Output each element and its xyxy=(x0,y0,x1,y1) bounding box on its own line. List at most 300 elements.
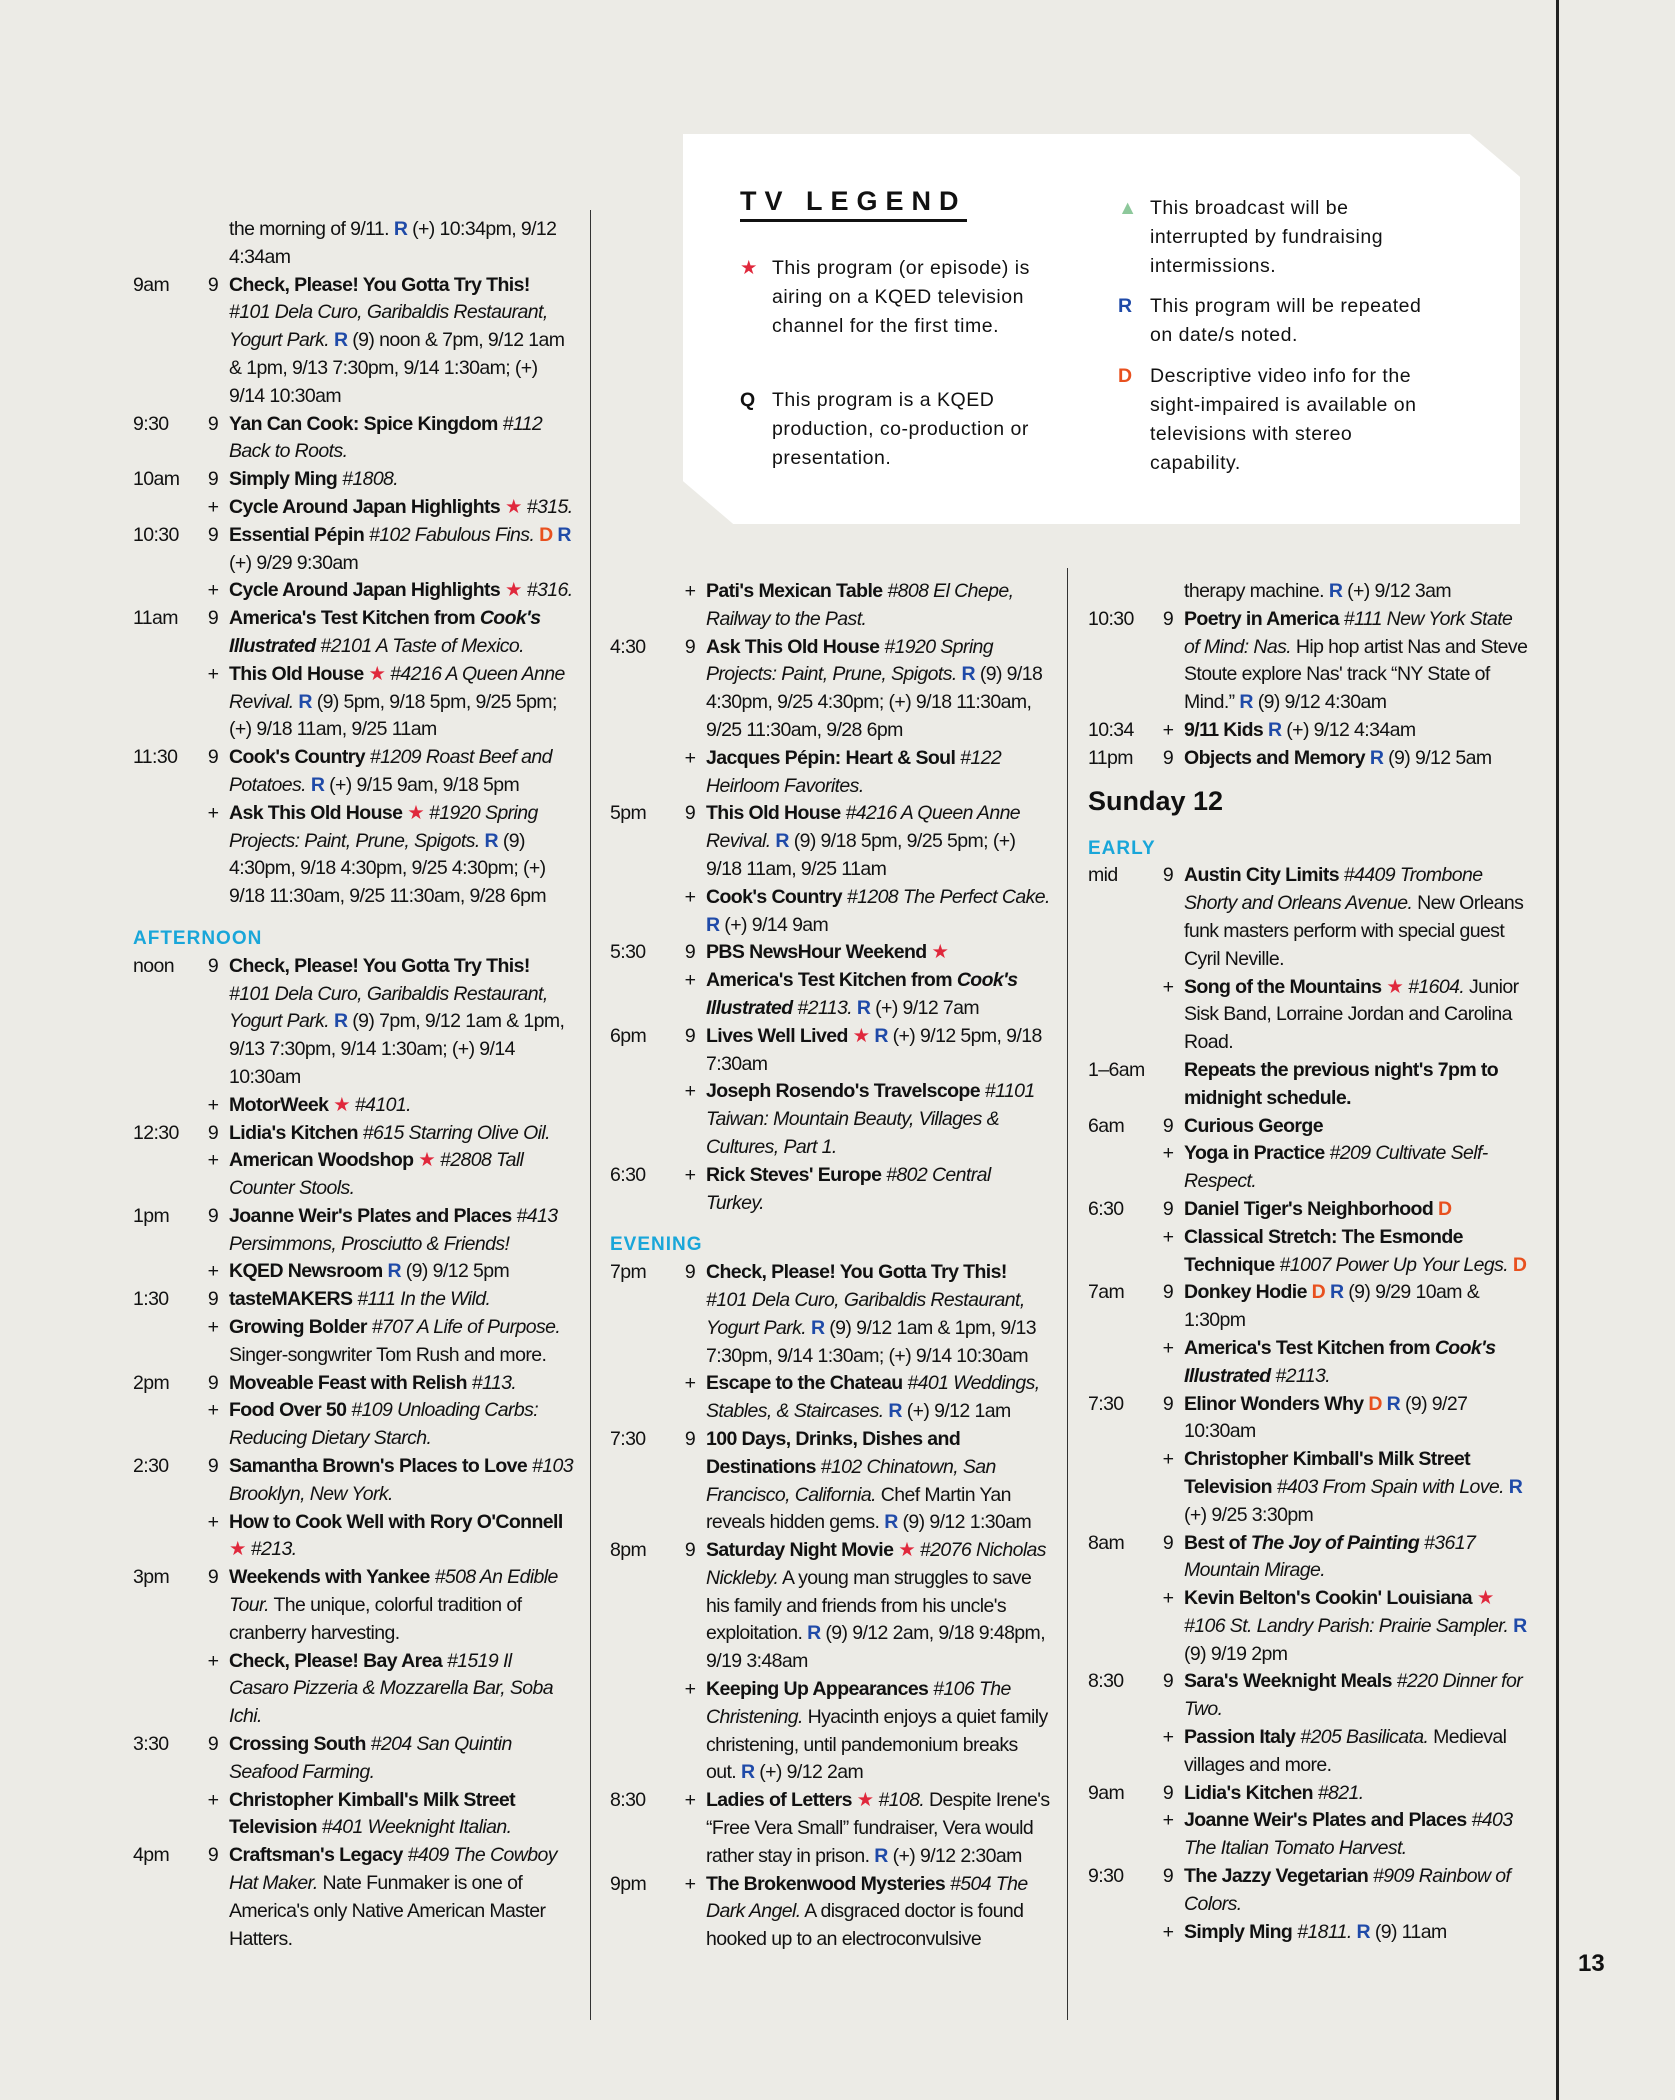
entry-time xyxy=(1088,1724,1152,1780)
legend-item-fundraising xyxy=(1118,194,1438,281)
schedule-entry xyxy=(610,967,1050,1023)
entry-time: 6:30 xyxy=(1088,1197,1124,1220)
entry-time xyxy=(133,1258,197,1286)
entry-channel: + xyxy=(207,1260,219,1283)
entry-time: 6pm xyxy=(610,1024,647,1047)
entry-description: Check, Please! You Gotta Try This! #101 Dela Curo, Garibaldis Restaurant, Yogurt Park. R (9) noon & 7pm, 9/12 1am & 1pm, 9/13 7:30pm, 9/14 1:30am; (+) 9/14 10:30am xyxy=(229,273,565,407)
entry-time: 6am xyxy=(1088,1114,1125,1137)
entry-time: 8:30 xyxy=(610,1789,646,1812)
entry-time: 1:30 xyxy=(133,1288,169,1311)
entry-description: The Brokenwood Mysteries #504 The Dark Angel. A disgraced doctor is found hooked up to an electroconvulsive xyxy=(706,1872,1028,1951)
schedule-entry xyxy=(133,1787,573,1843)
entry-time: 4pm xyxy=(133,1844,170,1867)
schedule-entry xyxy=(610,1370,1050,1426)
schedule-entry xyxy=(133,1731,573,1787)
entry-channel: + xyxy=(1162,975,1174,998)
entry-time xyxy=(610,1370,674,1426)
entry-channel: 9 xyxy=(1162,1670,1174,1693)
schedule-entry xyxy=(133,800,573,911)
schedule-entry xyxy=(133,1453,573,1509)
entry-time xyxy=(133,1147,197,1203)
entry-time: 11:30 xyxy=(133,746,178,769)
entry-channel: 9 xyxy=(1162,1281,1174,1304)
legend-item-descriptive xyxy=(1118,362,1438,478)
entry-description: America's Test Kitchen from Cook's Illustrated #2113. R (+) 9/12 7am xyxy=(706,969,1018,1019)
schedule-entry xyxy=(610,1259,1050,1370)
entry-channel: + xyxy=(1162,1142,1174,1165)
schedule-entry xyxy=(133,1286,573,1314)
entry-description: Pati's Mexican Table #808 El Chepe, Railway to the Past. xyxy=(706,580,1014,630)
schedule-entry xyxy=(610,939,1050,967)
entry-channel: 9 xyxy=(684,1427,696,1450)
entry-description: Jacques Pépin: Heart & Soul #122 Heirloom Favorites. xyxy=(706,746,1002,797)
entry-channel: 9 xyxy=(207,1204,219,1227)
entry-time: 7:30 xyxy=(1088,1392,1124,1415)
entry-channel: + xyxy=(1162,1448,1174,1471)
entry-description: Lidia's Kitchen #821. xyxy=(1184,1781,1364,1804)
legend-text: This program will be repeated on date/s noted. xyxy=(1150,295,1422,346)
entry-description: This Old House ★ #4216 A Queen Anne Revival. R (9) 5pm, 9/18 5pm, 9/25 5pm; (+) 9/18 11am, 9/25 11am xyxy=(229,662,565,741)
entry-description: America's Test Kitchen from Cook's Illustrated #2113. xyxy=(1184,1336,1496,1387)
entry-description: 100 Days, Drinks, Dishes and Destinations #102 Chinatown, San Francisco, California. Chef Martin Yan reveals hidden gems. R (9) 9/12 1:30am xyxy=(706,1427,1032,1534)
entry-description: Crossing South #204 San Quintin Seafood Farming. xyxy=(229,1733,512,1783)
schedule-entry xyxy=(1088,1279,1528,1335)
schedule-entry xyxy=(133,1120,573,1148)
entry-time: 2:30 xyxy=(133,1455,169,1478)
schedule-entry xyxy=(610,884,1050,940)
legend-text: This program (or episode) is airing on a KQED television channel for the first time. xyxy=(772,257,1030,337)
schedule-entry xyxy=(133,466,573,494)
entry-description: Poetry in America #111 New York State of Mind: Nas. Hip hop artist Nas and Steve Stoute explore Nas' track “NY State of Mind.” R (9) 9/12 4:30am xyxy=(1184,607,1528,714)
schedule-entry xyxy=(1088,745,1528,773)
schedule-entry xyxy=(133,1397,573,1453)
entry-time xyxy=(133,661,197,744)
entry-description: Food Over 50 #109 Unloading Carbs: Reducing Dietary Starch. xyxy=(229,1399,539,1450)
schedule-column-2 xyxy=(610,578,1050,1954)
entry-time xyxy=(1088,578,1152,606)
schedule-entry xyxy=(1088,1335,1528,1391)
entry-description: Escape to the Chateau #401 Weddings, Stables, & Staircases. R (+) 9/12 1am xyxy=(706,1372,1040,1423)
entry-channel: 9 xyxy=(684,941,696,964)
schedule-entry xyxy=(133,605,573,661)
schedule-entry xyxy=(610,1162,1050,1218)
entry-channel: + xyxy=(684,1678,696,1701)
schedule-entry xyxy=(610,1676,1050,1787)
entry-description: Check, Please! You Gotta Try This! #101 Dela Curo, Garibaldis Restaurant, Yogurt Park. R (9) 9/12 1am & 1pm, 9/13 7:30pm, 9/14 1:30am; (+) 9/14 10:30am xyxy=(706,1261,1036,1367)
schedule-entry xyxy=(610,578,1050,634)
entry-channel: 9 xyxy=(1162,607,1174,630)
schedule-entry xyxy=(133,1370,573,1398)
schedule-entry xyxy=(133,577,573,605)
entry-description: Yan Can Cook: Spice Kingdom #112 Back to Roots. xyxy=(229,412,543,463)
entry-channel: + xyxy=(684,1872,696,1895)
entry-time xyxy=(133,1787,197,1843)
entry-description: Saturday Night Movie ★ #2076 Nicholas Nickleby. A young man struggles to save his family and friends from his uncle's exploitation. R (9) 9/12 2am, 9/18 9:48pm, 9/19 3:48am xyxy=(706,1539,1046,1673)
entry-time: noon xyxy=(133,954,174,977)
legend-text: This program is a KQED production, co-production or presentation. xyxy=(772,389,1029,469)
entry-time: 3pm xyxy=(133,1566,170,1589)
entry-description: Sara's Weeknight Meals #220 Dinner for Two. xyxy=(1184,1670,1523,1721)
entry-channel: + xyxy=(207,579,219,602)
schedule-entry xyxy=(133,1314,573,1370)
entry-channel: 9 xyxy=(207,746,219,769)
entry-channel: + xyxy=(207,1093,219,1116)
entry-channel: + xyxy=(684,885,696,908)
q-icon: Q xyxy=(740,389,756,411)
entry-time: 10:34 xyxy=(1088,718,1134,741)
entry-channel: + xyxy=(207,1316,219,1339)
schedule-entry xyxy=(610,634,1050,745)
schedule-entry xyxy=(1088,1057,1528,1113)
entry-channel: + xyxy=(207,1788,219,1811)
schedule-entry xyxy=(1088,1668,1528,1724)
entry-channel xyxy=(1152,578,1184,606)
entry-description: MotorWeek ★ #4101. xyxy=(229,1093,411,1116)
entry-time xyxy=(610,967,674,1023)
entry-description: the morning of 9/11. R (+) 10:34pm, 9/12 4:34am xyxy=(229,218,557,268)
entry-description: Lidia's Kitchen #615 Starring Olive Oil. xyxy=(229,1121,550,1144)
legend-item-repeat xyxy=(1118,292,1438,350)
schedule-entry xyxy=(133,1564,573,1647)
entry-channel: + xyxy=(1162,1726,1174,1749)
section-heading: EVENING xyxy=(610,1234,703,1256)
schedule-entry xyxy=(133,1509,573,1565)
schedule-entry xyxy=(1088,578,1528,606)
entry-time xyxy=(610,884,674,940)
entry-description: Rick Steves' Europe #802 Central Turkey. xyxy=(706,1163,991,1214)
entry-time xyxy=(1088,1335,1152,1391)
schedule-entry xyxy=(1088,1196,1528,1224)
entry-description: PBS NewsHour Weekend ★ xyxy=(706,941,949,964)
entry-time: 8:30 xyxy=(1088,1670,1124,1693)
entry-description: Objects and Memory R (9) 9/12 5am xyxy=(1184,746,1492,769)
schedule-entry xyxy=(1088,1919,1528,1947)
entry-channel: 9 xyxy=(684,802,696,825)
entry-time xyxy=(133,216,197,272)
entry-time xyxy=(1088,1446,1152,1529)
entry-time: 9pm xyxy=(610,1872,647,1895)
entry-time xyxy=(133,1397,197,1453)
entry-time xyxy=(610,1078,674,1161)
legend-text: Descriptive video info for the sight-impaired is available on televisions with stereo capability. xyxy=(1150,365,1417,474)
entry-time: 11pm xyxy=(1088,746,1133,769)
entry-description: Classical Stretch: The Esmonde Technique #1007 Power Up Your Legs. D xyxy=(1184,1225,1527,1276)
schedule-entry xyxy=(1088,1446,1528,1529)
entry-description: Essential Pépin #102 Fabulous Fins. D R (+) 9/29 9:30am xyxy=(229,523,571,574)
entry-channel: + xyxy=(684,746,696,769)
schedule-entry xyxy=(1088,1724,1528,1780)
entry-description: Check, Please! Bay Area #1519 Il Casaro Pizzeria & Mozzarella Bar, Soba Ichi. xyxy=(229,1649,554,1728)
schedule-entry xyxy=(1088,1113,1528,1141)
entry-time: 6:30 xyxy=(610,1163,646,1186)
entry-channel: 9 xyxy=(207,468,219,491)
entry-description: Moveable Feast with Relish #113. xyxy=(229,1371,517,1394)
entry-channel: + xyxy=(1162,1587,1174,1610)
entry-channel xyxy=(1152,1057,1184,1113)
schedule-entry xyxy=(610,800,1050,883)
schedule-entry xyxy=(1088,1780,1528,1808)
entry-channel: 9 xyxy=(1162,1114,1174,1137)
entry-time: 10:30 xyxy=(133,523,179,546)
entry-channel: 9 xyxy=(684,1261,696,1284)
d-icon: D xyxy=(1118,365,1133,387)
entry-channel: 9 xyxy=(207,607,219,630)
schedule-entry xyxy=(1088,1391,1528,1447)
entry-description: Check, Please! You Gotta Try This! #101 Dela Curo, Garibaldis Restaurant, Yogurt Park. R (9) 7pm, 9/12 1am & 1pm, 9/13 7:30pm, 9/14 1:30am; (+) 9/14 10:30am xyxy=(229,954,565,1088)
entry-channel: 9 xyxy=(1162,864,1174,887)
schedule-entry xyxy=(133,272,573,411)
entry-description: Christopher Kimball's Milk Street Television #403 From Spain with Love. R (+) 9/25 3:30pm xyxy=(1184,1448,1523,1526)
entry-channel: + xyxy=(1162,1920,1174,1943)
schedule-entry xyxy=(133,1842,573,1953)
entry-channel: 9 xyxy=(1162,1197,1174,1220)
schedule-entry xyxy=(1088,1140,1528,1196)
entry-time: 5pm xyxy=(610,802,647,825)
schedule-column-3 xyxy=(1088,578,1528,1946)
schedule-entry xyxy=(133,661,573,744)
entry-time: 9am xyxy=(133,273,170,296)
section-heading: EARLY xyxy=(1088,837,1156,859)
entry-channel: 9 xyxy=(684,635,696,658)
page-number: 13 xyxy=(1578,1950,1605,1977)
entry-description: Elinor Wonders Why D R (9) 9/27 10:30am xyxy=(1184,1392,1468,1443)
entry-channel: 9 xyxy=(207,1844,219,1867)
schedule-entry xyxy=(133,494,573,522)
entry-time xyxy=(610,578,674,634)
entry-time: 8am xyxy=(1088,1531,1125,1554)
entry-channel: 9 xyxy=(1162,1392,1174,1415)
schedule-entry xyxy=(610,1426,1050,1537)
entry-time xyxy=(1088,1140,1152,1196)
entry-time xyxy=(610,1676,674,1787)
entry-time: 4:30 xyxy=(610,635,646,658)
schedule-entry xyxy=(610,1787,1050,1870)
entry-description: Best of The Joy of Painting #3617 Mountain Mirage. xyxy=(1184,1531,1476,1582)
schedule-entry xyxy=(610,745,1050,801)
entry-description: Weekends with Yankee #508 An Edible Tour. The unique, colorful tradition of cranberry harvesting. xyxy=(229,1566,558,1644)
entry-description: Lives Well Lived ★ R (+) 9/12 5pm, 9/18 7:30am xyxy=(706,1024,1042,1075)
schedule-entry xyxy=(1088,1585,1528,1668)
entry-channel: + xyxy=(684,1789,696,1812)
schedule-entry xyxy=(1088,862,1528,973)
entry-channel: + xyxy=(684,969,696,992)
entry-description: Ladies of Letters ★ #108. Despite Irene's “Free Vera Small” fundraiser, Vera would rather stay in prison. R (+) 9/12 2:30am xyxy=(706,1789,1050,1867)
entry-time xyxy=(1088,1224,1152,1280)
entry-time: 5:30 xyxy=(610,941,646,964)
entry-channel: + xyxy=(684,1163,696,1186)
entry-description: Growing Bolder #707 A Life of Purpose. Singer-songwriter Tom Rush and more. xyxy=(229,1316,561,1366)
entry-time: 10am xyxy=(133,468,180,491)
r-icon: R xyxy=(1118,295,1133,317)
entry-description: Cycle Around Japan Highlights ★ #315. xyxy=(229,495,573,518)
entry-channel: + xyxy=(207,1649,219,1672)
schedule-entry xyxy=(133,216,573,272)
entry-channel: 9 xyxy=(207,273,219,296)
legend-item-q xyxy=(740,386,1050,473)
entry-description: Yoga in Practice #209 Cultivate Self-Respect. xyxy=(1184,1142,1488,1193)
entry-channel: + xyxy=(207,1510,219,1533)
page-edge-rule xyxy=(1556,0,1559,2100)
entry-time xyxy=(133,1648,197,1731)
schedule-entry xyxy=(610,1871,1050,1954)
entry-time xyxy=(133,494,197,522)
entry-channel: + xyxy=(684,580,696,602)
entry-channel xyxy=(197,216,229,272)
entry-description: Song of the Mountains ★ #1604. Junior Sisk Band, Lorraine Jordan and Carolina Road. xyxy=(1184,975,1519,1054)
entry-description: 9/11 Kids R (+) 9/12 4:34am xyxy=(1184,718,1416,741)
entry-description: Joseph Rosendo's Travelscope #1101 Taiwan: Mountain Beauty, Villages & Cultures, Part 1. xyxy=(706,1080,1035,1158)
schedule-entry xyxy=(1088,1807,1528,1863)
entry-description: Cook's Country #1208 The Perfect Cake. R (+) 9/14 9am xyxy=(706,885,1050,936)
entry-description: Cook's Country #1209 Roast Beef and Potatoes. R (+) 9/15 9am, 9/18 5pm xyxy=(229,746,552,796)
entry-time: 7pm xyxy=(610,1261,647,1284)
entry-channel: 9 xyxy=(207,1371,219,1394)
legend-item-star xyxy=(740,254,1040,341)
schedule-entry xyxy=(1088,974,1528,1057)
entry-time: 11am xyxy=(133,607,178,630)
schedule-entry xyxy=(133,522,573,578)
entry-time xyxy=(133,1509,197,1565)
entry-time xyxy=(1088,974,1152,1057)
entry-time: 3:30 xyxy=(133,1733,169,1756)
entry-channel: + xyxy=(684,1372,696,1395)
entry-description: KQED Newsroom R (9) 9/12 5pm xyxy=(229,1260,510,1283)
schedule-entry xyxy=(133,744,573,800)
entry-description: tasteMAKERS #111 In the Wild. xyxy=(229,1288,491,1311)
entry-time xyxy=(610,745,674,801)
schedule-entry xyxy=(1088,1530,1528,1586)
entry-channel: 9 xyxy=(1162,1865,1174,1888)
entry-channel: + xyxy=(207,801,219,824)
entry-channel: + xyxy=(1162,1809,1174,1832)
entry-channel: + xyxy=(1162,1336,1174,1359)
triangle-icon: ▲ xyxy=(1118,197,1138,219)
schedule-entry xyxy=(1088,606,1528,717)
schedule-entry xyxy=(610,1023,1050,1079)
entry-description: Christopher Kimball's Milk Street Television #401 Weeknight Italian. xyxy=(229,1788,516,1839)
schedule-entry xyxy=(133,1648,573,1731)
entry-description: Craftsman's Legacy #409 The Cowboy Hat Maker. Nate Funmaker is one of America's only Native American Master Hatters. xyxy=(229,1844,557,1950)
entry-channel: 9 xyxy=(684,1024,696,1047)
entry-description: Austin City Limits #4409 Trombone Shorty and Orleans Avenue. New Orleans funk masters perform with special guest Cyril Neville. xyxy=(1184,864,1524,970)
entry-description: Joanne Weir's Plates and Places #413 Persimmons, Prosciutto & Friends! xyxy=(229,1204,558,1255)
column-divider-2 xyxy=(1067,568,1068,2020)
entry-channel: + xyxy=(207,1399,219,1422)
schedule-entry xyxy=(1088,1863,1528,1919)
entry-description: Curious George xyxy=(1184,1114,1323,1137)
entry-description: America's Test Kitchen from Cook's Illustrated #2101 A Taste of Mexico. xyxy=(229,607,541,657)
entry-description: Daniel Tiger's Neighborhood D xyxy=(1184,1197,1452,1220)
entry-channel: 9 xyxy=(207,1288,219,1311)
section-heading: AFTERNOON xyxy=(133,927,263,949)
entry-channel: 9 xyxy=(684,1539,696,1562)
entry-time: 1–6am xyxy=(1088,1058,1145,1081)
schedule-entry xyxy=(133,1203,573,1259)
entry-description: Keeping Up Appearances #106 The Christening. Hyacinth enjoys a quiet family christening, until pandemonium breaks out. R (+) 9/12 2am xyxy=(706,1678,1048,1784)
entry-channel: 9 xyxy=(207,1455,219,1478)
legend-title: TV LEGEND xyxy=(740,186,967,222)
schedule-entry xyxy=(133,953,573,1092)
entry-time xyxy=(1088,1585,1152,1668)
entry-time: 10:30 xyxy=(1088,607,1134,630)
entry-description: American Woodshop ★ #2808 Tall Counter Stools. xyxy=(229,1149,524,1200)
day-heading: Sunday 12 xyxy=(1088,785,1224,816)
entry-channel: + xyxy=(207,495,219,518)
entry-time xyxy=(133,577,197,605)
schedule-entry xyxy=(133,1147,573,1203)
entry-description: Ask This Old House ★ #1920 Spring Projects: Paint, Prune, Spigots. R (9) 4:30pm, 9/18 4:30pm, 9/25 4:30pm; (+) 9/18 11:30am, 9/25 11:30am, 9/28 6pm xyxy=(229,801,546,908)
entry-channel: 9 xyxy=(1162,746,1174,769)
entry-time: 9:30 xyxy=(1088,1865,1124,1888)
entry-time: 7am xyxy=(1088,1281,1125,1304)
entry-time xyxy=(1088,1807,1152,1863)
entry-time xyxy=(133,1314,197,1370)
entry-description: Passion Italy #205 Basilicata. Medieval villages and more. xyxy=(1184,1726,1507,1776)
entry-time: mid xyxy=(1088,864,1118,887)
entry-time: 9am xyxy=(1088,1781,1125,1804)
entry-time xyxy=(133,1092,197,1120)
entry-description: Kevin Belton's Cookin' Louisiana ★ #106 St. Landry Parish: Prairie Sampler. R (9) 9/19 2pm xyxy=(1184,1587,1527,1665)
entry-channel: 9 xyxy=(1162,1781,1174,1804)
entry-description: Ask This Old House #1920 Spring Projects: Paint, Prune, Spigots. R (9) 9/18 4:30pm, 9/25 4:30pm; (+) 9/18 11:30am, 9/25 11:30am, 9/28 6pm xyxy=(706,635,1043,741)
entry-time: 9:30 xyxy=(133,412,169,435)
column-divider-1 xyxy=(590,210,591,2020)
entry-channel: + xyxy=(207,1149,219,1172)
entry-time xyxy=(133,800,197,911)
entry-description: Repeats the previous night's 7pm to midnight schedule. xyxy=(1184,1058,1499,1109)
entry-channel: 9 xyxy=(207,412,219,435)
schedule-entry xyxy=(1088,1224,1528,1280)
schedule-entry xyxy=(133,411,573,467)
entry-time: 7:30 xyxy=(610,1427,646,1450)
entry-description: How to Cook Well with Rory O'Connell ★ #213. xyxy=(229,1510,563,1561)
entry-channel: + xyxy=(1162,1225,1174,1248)
schedule-entry xyxy=(133,1258,573,1286)
entry-channel: 9 xyxy=(207,1733,219,1756)
schedule-column-1 xyxy=(133,216,573,1953)
entry-time: 12:30 xyxy=(133,1121,179,1144)
entry-channel: + xyxy=(1162,718,1174,741)
entry-channel: + xyxy=(684,1080,696,1103)
schedule-entry xyxy=(610,1078,1050,1161)
sidebar-issue-label xyxy=(1562,1580,1604,1920)
entry-time: 1pm xyxy=(133,1204,170,1227)
entry-time xyxy=(1088,1919,1152,1947)
entry-description: Simply Ming #1811. R (9) 11am xyxy=(1184,1920,1447,1943)
entry-description: This Old House #4216 A Queen Anne Revival. R (9) 9/18 5pm, 9/25 5pm; (+) 9/18 11am, 9/25 11am xyxy=(706,802,1021,880)
entry-time: 2pm xyxy=(133,1371,170,1394)
entry-channel: 9 xyxy=(207,954,219,977)
entry-description: The Jazzy Vegetarian #909 Rainbow of Colors. xyxy=(1184,1865,1511,1915)
entry-channel: 9 xyxy=(207,523,219,546)
entry-channel: 9 xyxy=(207,1566,219,1589)
schedule-entry xyxy=(1088,717,1528,745)
entry-description: Donkey Hodie D R (9) 9/29 10am & 1:30pm xyxy=(1184,1281,1480,1332)
entry-time: 8pm xyxy=(610,1539,647,1562)
legend-text: This broadcast will be interrupted by fundraising intermissions. xyxy=(1150,197,1384,277)
entry-description: Joanne Weir's Plates and Places #403 The Italian Tomato Harvest. xyxy=(1184,1809,1513,1860)
entry-description: therapy machine. R (+) 9/12 3am xyxy=(1184,580,1452,602)
schedule-entry xyxy=(133,1092,573,1120)
entry-channel: 9 xyxy=(1162,1531,1174,1554)
star-icon: ★ xyxy=(740,257,758,279)
schedule-entry xyxy=(610,1537,1050,1676)
entry-description: Cycle Around Japan Highlights ★ #316. xyxy=(229,579,573,602)
entry-description: Simply Ming #1808. xyxy=(229,468,399,491)
entry-channel: + xyxy=(207,662,219,685)
entry-description: Samantha Brown's Places to Love #103 Brooklyn, New York. xyxy=(229,1455,573,1505)
entry-channel: 9 xyxy=(207,1121,219,1144)
